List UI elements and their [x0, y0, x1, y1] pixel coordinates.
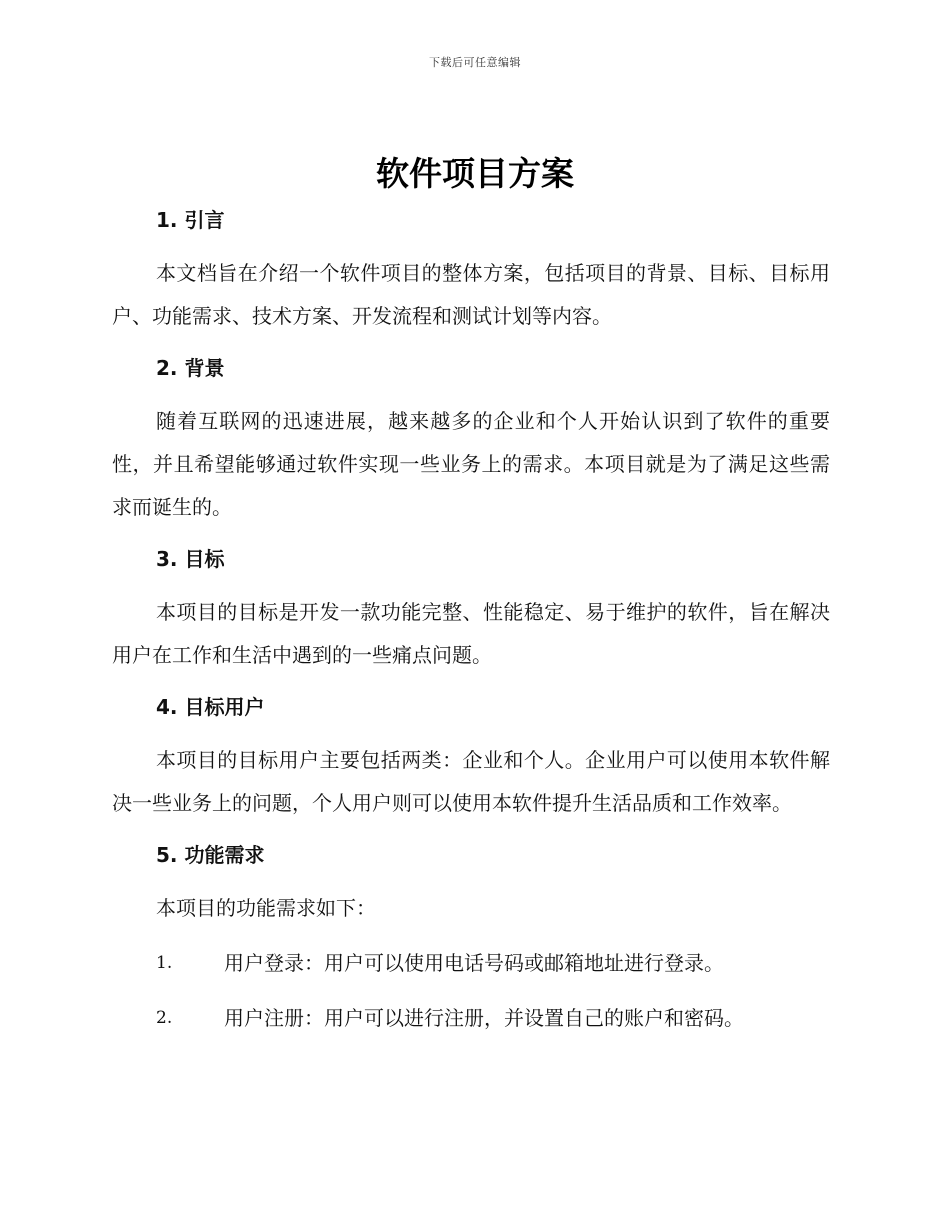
section-paragraph-background: 随着互联网的迅速进展，越来越多的企业和个人开始认识到了软件的重要性，并且希望能够通过软件实现一些业务上的需求。本项目就是为了满足这些需求而诞生的。 [112, 409, 830, 519]
list-item-text: 用户注册：用户可以进行注册，并设置自己的账户和密码。 [224, 1006, 744, 1030]
list-item [112, 942, 830, 985]
section-heading-requirements: 5. 功能需求 [156, 843, 265, 867]
section-paragraph-goals: 本项目的目标是开发一款功能完整、性能稳定、易于维护的软件，旨在解决用户在工作和生活中遇到的一些痛点问题。 [112, 600, 830, 667]
list-item-text: 用户登录：用户可以使用电话号码或邮箱地址进行登录。 [224, 951, 724, 975]
section-heading-intro: 1. 引言 [156, 208, 225, 232]
section-heading-target-users: 4. 目标用户 [156, 695, 265, 719]
document-body [112, 200, 830, 1050]
header-note: 下载后可任意编辑 [429, 56, 521, 69]
list-item-number: 2. [156, 1008, 173, 1028]
section-heading-background: 2. 背景 [156, 356, 225, 380]
section-paragraph-requirements: 本项目的功能需求如下： [156, 896, 376, 920]
document-title: 软件项目方案 [376, 154, 574, 193]
list-item-number: 1. [156, 953, 173, 973]
list-item [112, 997, 830, 1040]
section-paragraph-target-users: 本项目的目标用户主要包括两类：企业和个人。企业用户可以使用本软件解决一些业务上的问题，个人用户则可以使用本软件提升生活品质和工作效率。 [112, 748, 830, 815]
section-heading-goals: 3. 目标 [156, 547, 225, 571]
section-paragraph-intro: 本文档旨在介绍一个软件项目的整体方案，包括项目的背景、目标、目标用户、功能需求、技术方案、开发流程和测试计划等内容。 [112, 261, 830, 328]
